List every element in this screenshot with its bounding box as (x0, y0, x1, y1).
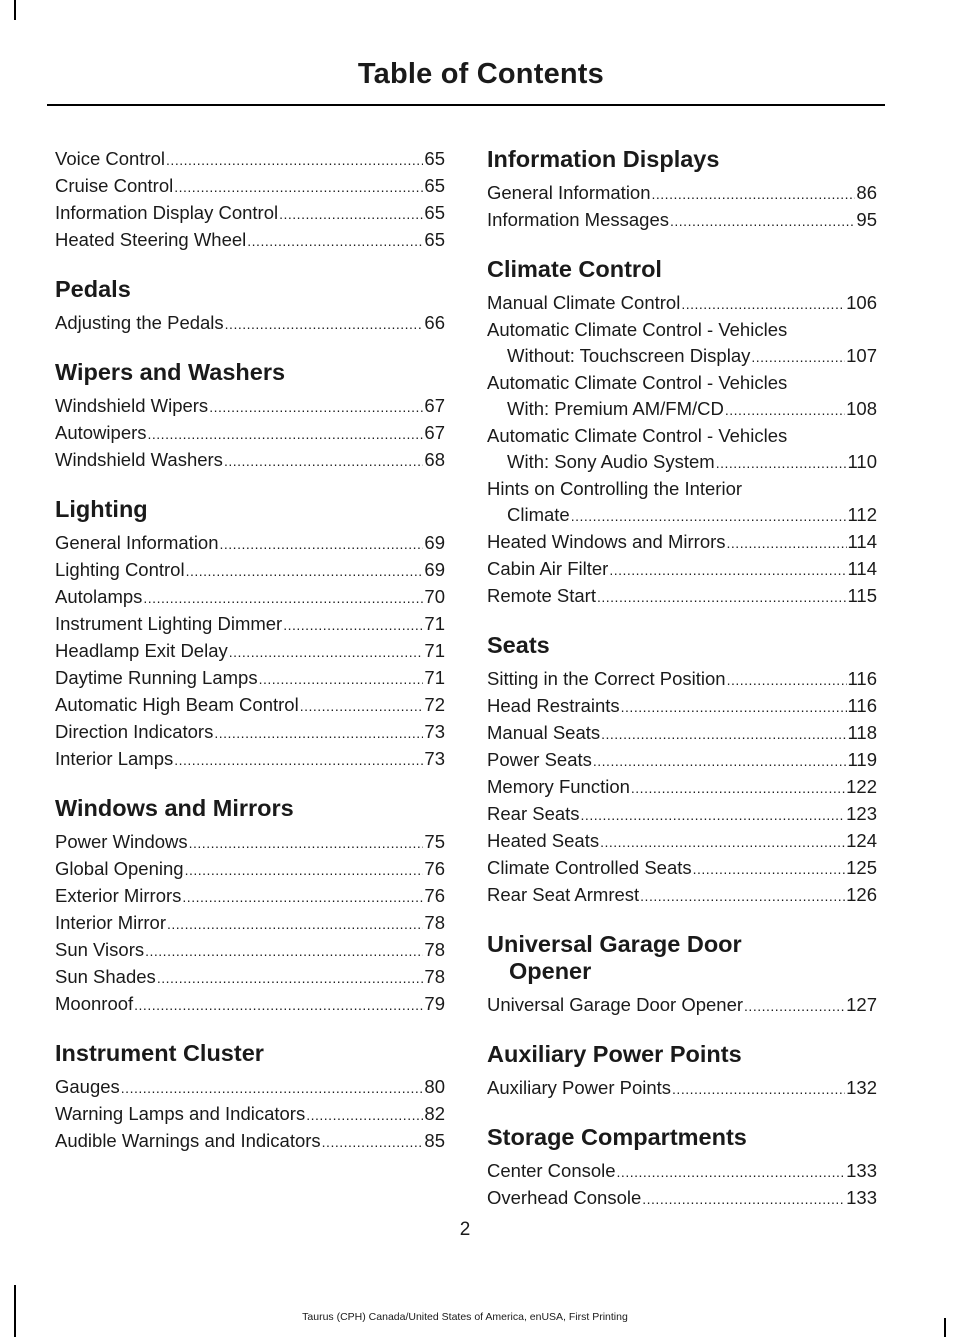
toc-entry[interactable] (55, 557, 445, 584)
toc-entry[interactable] (55, 584, 445, 611)
toc-entry-page: 66 (424, 312, 445, 333)
toc-entry-page: 65 (424, 202, 445, 223)
toc-entry-page: 76 (424, 858, 445, 879)
dot-leader (631, 775, 845, 801)
dot-leader (189, 830, 424, 856)
toc-entry-page: 75 (424, 831, 445, 852)
toc-entry[interactable] (55, 447, 445, 474)
toc-entry-title: Automatic Climate Control - Vehicles (487, 372, 788, 393)
toc-entry-title: Heated Seats (487, 830, 600, 851)
toc-entry-page: 67 (424, 422, 445, 443)
dot-leader (283, 612, 423, 638)
section-heading (55, 496, 445, 523)
toc-entry-page: 67 (424, 395, 445, 416)
toc-entry[interactable] (55, 1074, 445, 1101)
section-heading-text: Auxiliary Power Points (487, 1041, 742, 1067)
toc-entry-title: Manual Climate Control (487, 292, 681, 313)
toc-entry-page: 114 (847, 531, 877, 552)
section-heading-text: Information Displays (487, 146, 720, 172)
dot-leader (279, 201, 423, 227)
toc-entry-page: 116 (847, 695, 877, 716)
section-heading (487, 146, 877, 173)
toc-entry[interactable] (487, 666, 877, 693)
dot-leader (167, 911, 423, 937)
section-heading (487, 931, 877, 985)
toc-entry[interactable] (487, 583, 877, 610)
toc-entry-title: Windshield Washers (55, 449, 223, 470)
toc-entry-title: Voice Control (55, 148, 166, 169)
dot-leader (214, 720, 423, 746)
dot-leader (672, 1076, 845, 1102)
toc-entry-page: 78 (424, 966, 445, 987)
dot-leader (229, 639, 424, 665)
toc-entry-page: 65 (424, 229, 445, 250)
section-heading (487, 632, 877, 659)
section-heading (487, 256, 877, 283)
dot-leader (725, 397, 845, 423)
toc-entry-title: Audible Warnings and Indicators (55, 1130, 321, 1151)
dot-leader (157, 965, 424, 991)
toc-entry-title-continuation: Climate (507, 504, 570, 525)
dot-leader (652, 181, 856, 207)
section-heading-text: Wipers and Washers (55, 359, 286, 385)
toc-entry-title: Automatic Climate Control - Vehicles (487, 319, 788, 340)
toc-entry-title: Lighting Control (55, 559, 185, 580)
dot-leader (727, 667, 847, 693)
dot-leader (300, 693, 424, 719)
dot-leader (148, 421, 424, 447)
toc-entry-title-continuation: With: Sony Audio System (507, 451, 715, 472)
toc-entry[interactable] (55, 1101, 445, 1128)
toc-entry-title: Exterior Mirrors (55, 885, 182, 906)
toc-entry[interactable] (55, 200, 445, 227)
section-heading-text: Seats (487, 632, 550, 658)
toc-entry-page: 71 (424, 667, 445, 688)
toc-entry-title: Universal Garage Door Opener (487, 994, 744, 1015)
dot-leader (693, 856, 846, 882)
toc-entry-page: 133 (846, 1187, 877, 1208)
dot-leader (145, 938, 423, 964)
dot-leader (716, 450, 847, 476)
toc-entry-title: Windshield Wipers (55, 395, 209, 416)
section-heading-text: Instrument Cluster (55, 1040, 264, 1066)
toc-entry-page: 106 (846, 292, 877, 313)
dot-leader (134, 992, 423, 1018)
toc-entry-title-continuation: Without: Touchscreen Display (507, 345, 751, 366)
toc-entry-title: Automatic Climate Control - Vehicles (487, 425, 788, 446)
dot-leader (670, 208, 855, 234)
toc-entry[interactable] (55, 611, 445, 638)
toc-entry[interactable] (487, 1185, 877, 1212)
toc-entry-page: 122 (846, 776, 877, 797)
toc-entry-page: 112 (847, 504, 877, 525)
toc-entry-page: 123 (846, 803, 877, 824)
toc-entry-title: Heated Windows and Mirrors (487, 531, 726, 552)
dot-leader (182, 884, 423, 910)
toc-entry[interactable] (55, 883, 445, 910)
toc-entry-title: Overhead Console (487, 1187, 642, 1208)
toc-entry-page: 72 (424, 694, 445, 715)
section-heading (55, 276, 445, 303)
toc-entry-title: Warning Lamps and Indicators (55, 1103, 306, 1124)
toc-entry[interactable] (487, 476, 877, 529)
toc-entry-page: 124 (846, 830, 877, 851)
toc-entry-page: 114 (847, 558, 877, 579)
toc-entry-page: 126 (846, 884, 877, 905)
toc-entry-page: 86 (856, 182, 877, 203)
dot-leader (247, 228, 423, 254)
toc-entry-page: 133 (846, 1160, 877, 1181)
toc-entry[interactable] (487, 992, 877, 1019)
section-heading (55, 1040, 445, 1067)
toc-entry-page: 118 (847, 722, 877, 743)
dot-leader (621, 694, 847, 720)
section-heading-text: Windows and Mirrors (55, 795, 294, 821)
dot-leader (571, 503, 847, 529)
toc-entry-title: Global Opening (55, 858, 184, 879)
dot-leader (744, 993, 845, 1019)
toc-entry[interactable] (55, 829, 445, 856)
toc-entry-page: 110 (847, 451, 877, 472)
toc-entry[interactable] (55, 173, 445, 200)
toc-entry-page: 119 (847, 749, 877, 770)
toc-entry-page: 127 (846, 994, 877, 1015)
toc-entry[interactable] (487, 317, 877, 370)
toc-entry[interactable] (487, 747, 877, 774)
toc-entry[interactable] (55, 856, 445, 883)
toc-entry[interactable] (55, 910, 445, 937)
toc-entry[interactable] (487, 774, 877, 801)
dot-leader (209, 394, 423, 420)
toc-entry-page: 78 (424, 939, 445, 960)
toc-entry-title: Sun Visors (55, 939, 145, 960)
section-heading (487, 1124, 877, 1151)
toc-entry[interactable] (487, 855, 877, 882)
toc-entry-page: 82 (424, 1103, 445, 1124)
toc-entry-title: General Information (487, 182, 651, 203)
toc-entry[interactable] (487, 1158, 877, 1185)
toc-entry-title: Auxiliary Power Points (487, 1077, 672, 1098)
section-heading (55, 795, 445, 822)
toc-entry-title: Remote Start (487, 585, 596, 606)
toc-entry[interactable] (487, 529, 877, 556)
toc-entry-page: 78 (424, 912, 445, 933)
toc-entry[interactable] (487, 207, 877, 234)
toc-entry-title: Daytime Running Lamps (55, 667, 258, 688)
dot-leader (224, 448, 423, 474)
toc-entry-page: 107 (846, 345, 877, 366)
toc-entry[interactable] (55, 719, 445, 746)
dot-leader (597, 584, 847, 610)
toc-entry-title: Moonroof (55, 993, 134, 1014)
dot-leader (174, 174, 423, 200)
dot-leader (681, 291, 845, 317)
dot-leader (609, 557, 846, 583)
section-heading (55, 359, 445, 386)
toc-entry-page: 73 (424, 721, 445, 742)
toc-entry[interactable] (487, 828, 877, 855)
toc-entry[interactable] (55, 937, 445, 964)
toc-entry-page: 69 (424, 532, 445, 553)
toc-entry[interactable] (55, 964, 445, 991)
toc-entry-title: Information Display Control (55, 202, 279, 223)
footer-text: Taurus (CPH) Canada/United States of America, enUSA, First Printing (302, 1311, 628, 1323)
toc-entry-title: Cruise Control (55, 175, 174, 196)
toc-entry-title: Direction Indicators (55, 721, 214, 742)
toc-entry-page: 115 (847, 585, 877, 606)
toc-entry[interactable] (487, 1075, 877, 1102)
toc-entry[interactable] (55, 146, 445, 173)
toc-entry-page: 69 (424, 559, 445, 580)
toc-entry-title: Instrument Lighting Dimmer (55, 613, 283, 634)
toc-entry-title: Head Restraints (487, 695, 620, 716)
toc-entry-title: Power Seats (487, 749, 592, 770)
toc-entry-page: 70 (424, 586, 445, 607)
toc-entry-title-continuation: With: Premium AM/FM/CD (507, 398, 724, 419)
section-heading-text: Universal Garage Door (487, 931, 742, 957)
crop-mark-top-left (14, 0, 16, 20)
dot-leader (322, 1129, 424, 1155)
toc-entry-title: Power Windows (55, 831, 188, 852)
dot-leader (581, 802, 846, 828)
dot-leader (143, 585, 423, 611)
toc-entry[interactable] (487, 290, 877, 317)
toc-entry-page: 125 (846, 857, 877, 878)
toc-entry-page: 65 (424, 148, 445, 169)
dot-leader (593, 748, 847, 774)
dot-leader (174, 747, 423, 773)
toc-entry-title: Center Console (487, 1160, 616, 1181)
toc-entry-title: Manual Seats (487, 722, 601, 743)
dot-leader (185, 857, 424, 883)
section-heading (487, 1041, 877, 1068)
toc-entry-page: 68 (424, 449, 445, 470)
toc-entry-page: 71 (424, 640, 445, 661)
toc-entry-page: 95 (856, 209, 877, 230)
toc-entry[interactable] (55, 420, 445, 447)
toc-entry-title: Sun Shades (55, 966, 156, 987)
toc-entry[interactable] (487, 720, 877, 747)
crop-mark-bottom-right (944, 1318, 946, 1337)
dot-leader (727, 530, 847, 556)
section-heading-continuation: Opener (509, 958, 592, 984)
toc-entry[interactable] (55, 746, 445, 773)
page-title: Table of Contents (357, 58, 604, 90)
toc-entry-title: Interior Mirror (55, 912, 167, 933)
toc-entry-page: 85 (424, 1130, 445, 1151)
toc-entry[interactable] (487, 693, 877, 720)
toc-entry[interactable] (55, 692, 445, 719)
dot-leader (617, 1159, 846, 1185)
dot-leader (640, 883, 845, 909)
dot-leader (751, 344, 845, 370)
toc-entry[interactable] (487, 801, 877, 828)
toc-entry[interactable] (487, 882, 877, 909)
toc-entry-title: Heated Steering Wheel (55, 229, 247, 250)
section-heading-text: Climate Control (487, 256, 662, 282)
toc-entry-title: Gauges (55, 1076, 120, 1097)
toc-entry-title: Autowipers (55, 422, 147, 443)
dot-leader (259, 666, 424, 692)
toc-entry-title: Hints on Controlling the Interior (487, 478, 743, 499)
toc-entry-page: 80 (424, 1076, 445, 1097)
toc-entry[interactable] (55, 991, 445, 1018)
dot-leader (220, 531, 424, 557)
toc-entry-title: Automatic High Beam Control (55, 694, 299, 715)
toc-entry[interactable] (55, 665, 445, 692)
toc-entry[interactable] (487, 180, 877, 207)
toc-entry-page: 132 (846, 1077, 877, 1098)
dot-leader (121, 1075, 424, 1101)
toc-entry[interactable] (55, 227, 445, 254)
toc-entry-title: Autolamps (55, 586, 143, 607)
dot-leader (166, 147, 423, 173)
toc-entry-title: General Information (55, 532, 219, 553)
toc-entry-page: 108 (846, 398, 877, 419)
toc-entry-title: Interior Lamps (55, 748, 174, 769)
toc-entry-title: Headlamp Exit Delay (55, 640, 228, 661)
toc-entry-title: Cabin Air Filter (487, 558, 609, 579)
toc-entry-title: Rear Seat Armrest (487, 884, 640, 905)
toc-entry-title: Adjusting the Pedals (55, 312, 224, 333)
section-heading-text: Pedals (55, 276, 131, 302)
toc-entry-page: 71 (424, 613, 445, 634)
dot-leader (601, 721, 846, 747)
dot-leader (225, 311, 424, 337)
toc-entry[interactable] (487, 370, 877, 423)
toc-right-column (487, 146, 877, 1212)
toc-entry-page: 116 (847, 668, 877, 689)
toc-entry[interactable] (55, 638, 445, 665)
toc-entry-page: 79 (424, 993, 445, 1014)
toc-left-column (55, 146, 445, 1155)
dot-leader (306, 1102, 423, 1128)
toc-entry-page: 73 (424, 748, 445, 769)
toc-entry-title: Climate Controlled Seats (487, 857, 692, 878)
toc-entry[interactable] (55, 1128, 445, 1155)
toc-entry-title: Information Messages (487, 209, 670, 230)
dot-leader (186, 558, 424, 584)
dot-leader (600, 829, 845, 855)
toc-entry-title: Sitting in the Correct Position (487, 668, 726, 689)
toc-entry-title: Memory Function (487, 776, 630, 797)
toc-entry[interactable] (55, 310, 445, 337)
toc-entry[interactable] (55, 393, 445, 420)
toc-entry-title: Rear Seats (487, 803, 580, 824)
toc-entry-page: 76 (424, 885, 445, 906)
section-heading-text: Lighting (55, 496, 148, 522)
toc-entry-page: 65 (424, 175, 445, 196)
toc-entry[interactable] (487, 556, 877, 583)
dot-leader (642, 1186, 845, 1212)
toc-entry[interactable] (487, 423, 877, 476)
header-divider (47, 104, 885, 106)
toc-entry[interactable] (55, 530, 445, 557)
section-heading-text: Storage Compartments (487, 1124, 747, 1150)
page-number: 2 (459, 1219, 471, 1240)
